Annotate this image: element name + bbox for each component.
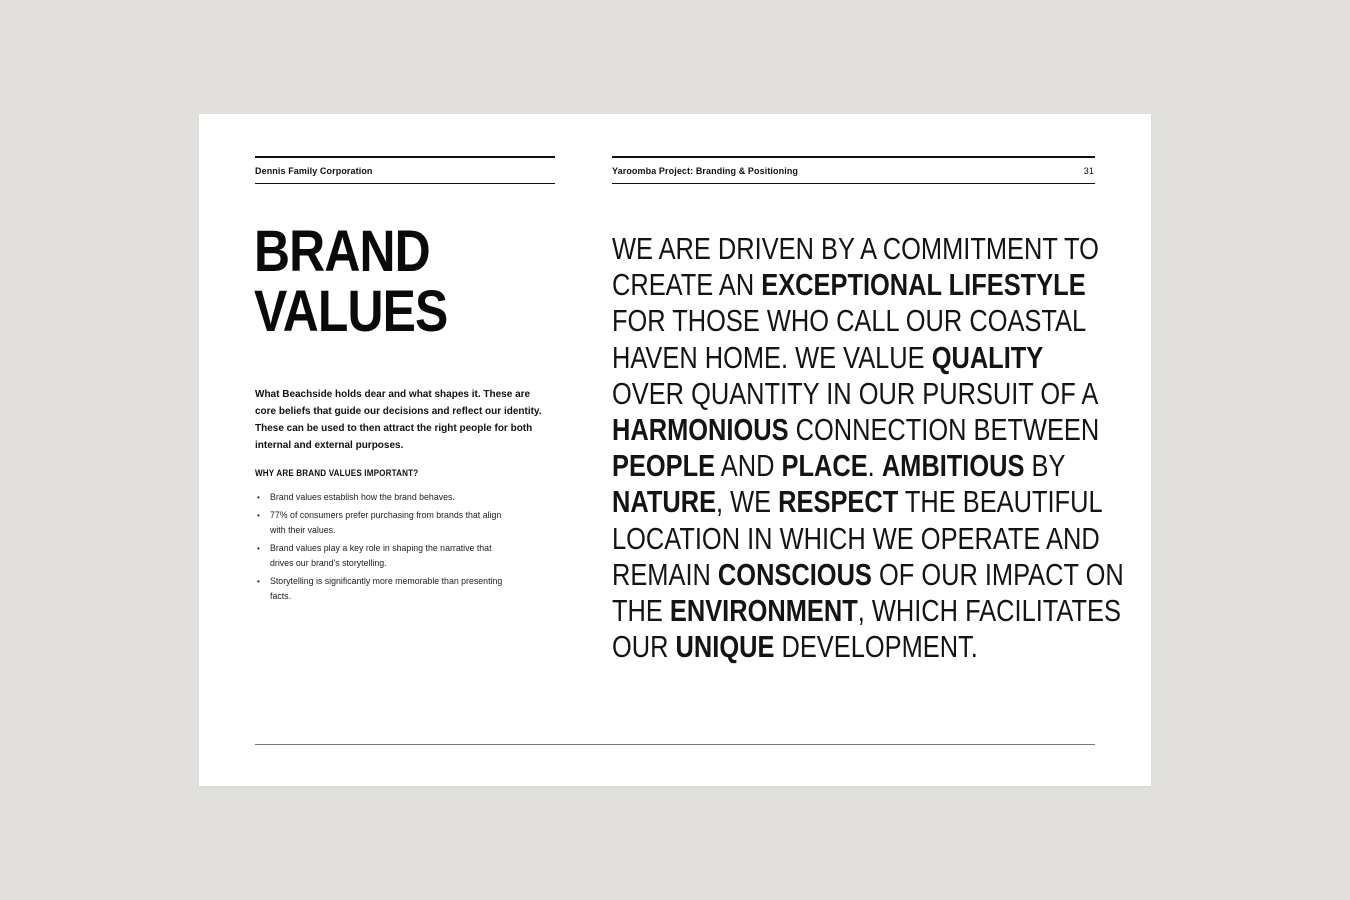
statement-line <box>612 267 1086 303</box>
value-keyword: EXCEPTIONAL LIFESTYLE <box>761 267 1086 303</box>
list-item: • Storytelling is significantly more memorable than presenting facts. <box>255 574 515 604</box>
value-keyword: ENVIRONMENT <box>669 593 858 629</box>
statement-text: THE <box>612 593 670 629</box>
page-title <box>254 219 529 344</box>
intro-paragraph: What Beachside holds dear and what shapes it. These are core beliefs that guide our decisions and reflect our identity. These can be used to then attract the right people for both internal and external purposes. <box>255 389 542 451</box>
statement-line <box>612 303 1087 339</box>
brand-values-statement <box>612 231 1124 665</box>
statement-text: , WHICH FACILITATES <box>857 593 1121 629</box>
statement-text: REMAIN <box>612 556 718 592</box>
statement-text: FOR THOSE WHO CALL OUR COASTAL <box>612 303 1087 339</box>
value-keyword: UNIQUE <box>675 629 775 665</box>
statement-line <box>612 231 1099 267</box>
value-keyword: PEOPLE <box>612 448 716 484</box>
value-keyword: NATURE <box>612 484 717 520</box>
document-title: Yaroomba Project: Branding & Positioning <box>612 166 799 176</box>
statement-line <box>612 375 1099 412</box>
statement-text: HAVEN HOME. WE VALUE <box>612 339 932 375</box>
statement-text: THE BEAUTIFUL <box>898 484 1103 520</box>
value-keyword: CONSCIOUS <box>717 556 872 592</box>
statement-text: LOCATION IN WHICH WE OPERATE AND <box>612 520 1100 556</box>
statement-text: BY <box>1024 448 1066 484</box>
statement-text: WE ARE DRIVEN BY A COMMITMENT TO <box>612 231 1099 266</box>
statement-text: CREATE AN <box>612 267 762 303</box>
value-keyword: QUALITY <box>931 339 1044 375</box>
statement-line <box>612 629 1071 665</box>
statement-text: OF OUR IMPACT ON <box>871 556 1124 592</box>
value-keyword: HARMONIOUS <box>612 412 789 448</box>
value-keyword: RESPECT <box>778 484 899 520</box>
statement-text: , WE <box>716 484 779 520</box>
company-name: Dennis Family Corporation <box>255 166 373 176</box>
list-item: • Brand values play a key role in shaping the narrative that drives our brand's storytelling. <box>255 541 515 571</box>
right-running-header <box>612 156 1095 184</box>
statement-text: DEVELOPMENT. <box>774 629 978 665</box>
value-keyword: PLACE <box>781 448 868 484</box>
bullet-list <box>255 490 515 607</box>
statement-text: CONNECTION BETWEEN <box>788 412 1100 448</box>
statement-text: . <box>867 448 882 484</box>
statement-line <box>612 340 1071 376</box>
page-title-line-1: BRAND <box>254 219 430 284</box>
statement-line <box>612 556 1124 593</box>
footer-divider <box>255 744 1095 745</box>
statement-line <box>612 593 1121 629</box>
statement-line <box>612 412 1100 448</box>
value-keyword: AMBITIOUS <box>881 448 1025 484</box>
section-subheading: WHY ARE BRAND VALUES IMPORTANT? <box>255 468 419 479</box>
document-page <box>199 114 1151 786</box>
statement-text: AND <box>715 448 782 484</box>
page-title-line-2: VALUES <box>254 279 448 344</box>
statement-line <box>612 520 1100 557</box>
statement-line <box>612 448 1071 484</box>
list-item: • 77% of consumers prefer purchasing from brands that align with their values. <box>255 508 515 538</box>
statement-text: OVER QUANTITY IN OUR PURSUIT OF A <box>612 375 1099 411</box>
list-item: • Brand values establish how the brand behaves. <box>255 490 515 505</box>
left-running-header <box>255 156 555 184</box>
statement-line <box>612 484 1103 520</box>
statement-text: OUR <box>612 629 676 665</box>
page-number: 31 <box>1083 166 1094 176</box>
